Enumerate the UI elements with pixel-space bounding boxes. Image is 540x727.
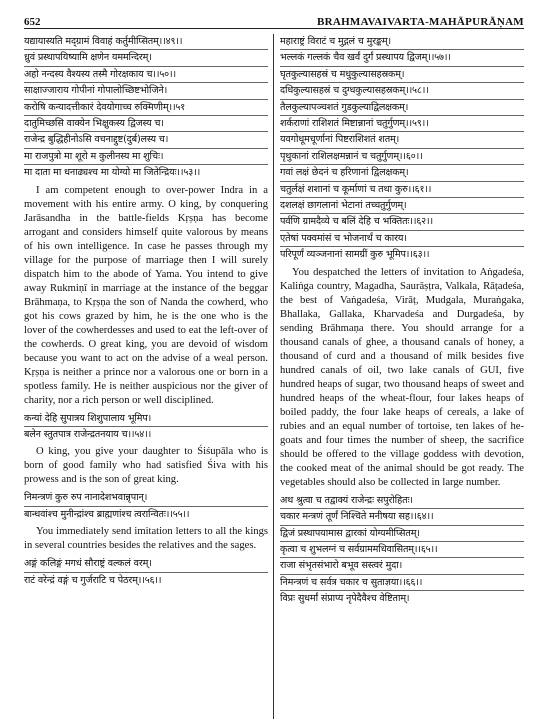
verse-line: मा दाता मा धनाढ्यश्च मा योग्यो मा जितेन्द्रियः।।५३।। — [24, 167, 201, 179]
verse-line: राजेन्द्र बुद्धिहीनोऽसि वचनाद्दुष्ट(दुर्ब)लस्य च। — [24, 132, 268, 148]
verse-line: द्विजं प्रस्थापयामास द्वारकां योग्यमीप्सितम्। — [280, 526, 524, 542]
left-column — [24, 34, 268, 721]
verse-line: कृत्वा च शुभलग्नं च सर्वग्राममधिवासितम्।।६५।। — [280, 542, 524, 558]
verse-line: बान्धवांश्च मुनीन्द्रांश्च ब्राह्मणांश्च त्वरान्वितः।।५५।। — [24, 508, 190, 520]
column-divider — [273, 34, 274, 719]
verse-line: तैलकुल्यापञ्चशतं गुडकुल्याद्विलक्षकम्। — [280, 100, 524, 116]
verse-line: निमन्त्रणं च सर्वत्र चकार च सुताज्ञया।।६६।। — [280, 575, 524, 591]
translation-paragraph: O king, you give your daughter to Śiśupāla who is born of good family who had satisfied Śiva with his prowess and is the son of great king. — [24, 446, 268, 486]
verse-line: अथ श्रुत्वा च तद्वाक्यं राजेन्द्रः सपुरोहितः। — [280, 493, 524, 509]
verse-line: परिपूर्णं व्यञ्जनानां सामग्रीं कुरु भूमिप।।६३।। — [280, 249, 430, 261]
verse-line: यवगोधूमचूर्णानां पिष्टराशिशतं शतम्। — [280, 132, 524, 148]
verse-line: भल्लकं गल्लकं चैव खर्वं दुर्गं प्रस्थापय द्विजम्।।५७।। — [280, 50, 524, 66]
verse-line: दशलक्षं छागलानां भेटानां तच्चतुर्गुणम्। — [280, 198, 524, 214]
verse-line: एतेषां पक्वमांसं च भोजनार्थं च कारय। — [280, 231, 524, 247]
translation-paragraph: You despatched the letters of invitation to Aṅgadeśa, Kaliṅga country, Magadha, Saurāṣṭra, Valkala, Rāṭadeśa, the best of Vaṅgadeśa, Virāṭ, Mudgala, Muraṅgaka, Bhallaka, Gallaka, Kharvadeśa and Durgadeśa, by sending Brāhmaṇa there. You should arrange for a thousand canals of ghee, a thousand canals of honey, a thousand of curd and a thousand of milk besides five hundred canals of oil, two lake canals of GUI, five hundred heaps of sugar, two thousand heaps of sweet and hundred heaps of the wheat-flour, four lakes heaps of boiled paddy, the four lake heaps of cereals, a lake of rubies and an equal number of tortoise, ten lakes of he-goats and four times the number of sheep, the sacrifice should be offered to the village goddess with devotion, the cooked meat of the animal should be got ready. The vegetables should also be collected in large number. — [280, 266, 524, 488]
verse-line: कन्यां देहि सुपात्रय शिशुपालाय भूमिप। — [24, 411, 268, 427]
verse-line: राजा संभृतसंभारो बभूव सस्त्वरं मुदा। — [280, 558, 524, 574]
page-number: 652 — [24, 16, 41, 28]
verse-line: ध्रुवं प्रस्थापयिष्यामि क्षणेन यममन्दिरम्। — [24, 50, 268, 66]
verse-line: गवां लक्षं छेदनं च हरिणानां द्विलक्षकम्। — [280, 165, 524, 181]
translation-paragraph: I am competent enough to over-power Indra in a movement with his entire army. O king, by conquering Jarāsandha in the battle-fields Kṛṣṇa has become arrogant and considers himself quite valorous by means of his own intelligence. In case he passes through my village for the purpose of marriage then I will surely dispatch him to the abode of Yama. You intend to give away Rukmiṇī in marriage at the instance of the beggar Brāhmaṇa, to Kṛṣṇa the son of Nanda the cowherd, who got his cows grazed by him, he is the one who is the lover of the cowherdesses and used to eat the left-over of the cowherds. O great king, you are devoid of wisdom because you want to act on the advise of a weal person. Kṛṣṇa is neither a prince nor a valorous one or born in a spotless family. He is neither auspicious nor the giver of charity, nor a rich person or well disciplined. — [24, 184, 268, 406]
verse-line: साक्षाज्जाराय गोपीनां गोपालोच्छिष्टभोजिने। — [24, 83, 268, 99]
verse-line: यद्यायास्यति मद्ग्रामं विवाहं कर्तुमीप्सितम्।।४९।। — [24, 34, 268, 50]
verse-line: बलेन स्तुतपात्र राजेन्द्रतनयाय च।।५४।। — [24, 429, 152, 441]
running-title: BRAHMAVAIVARTA-MAHĀPURĀṆAM — [316, 16, 524, 28]
verse-line: महाराष्ट्रं विराटं च मुद्गलं च मुरङ्कम्। — [280, 34, 524, 50]
verse-line: घृतकुल्यासहस्रं च मधुकुल्यासहस्रकम्। — [280, 67, 524, 83]
verse-line: पर्वणि ग्रामदैव्ये च बलिं देहि च भक्तितः।।६२।। — [280, 214, 524, 230]
verse-line: चतुर्लक्षं शशानां च कूर्माणां च तथा कुरु।।६१।। — [280, 182, 524, 198]
verse-line: चकार मन्त्रणं तूर्णं निश्चिते मनीषया सह।।६४।। — [280, 509, 524, 525]
verse-line: पृथुकानां राशिलक्षमन्नानं च चतुर्गुणम्।।६०।। — [280, 149, 524, 165]
verse-line: अहो नन्दस्य वैश्यस्य तस्मै गोरक्षकाय च।।५०।। — [24, 67, 268, 83]
page-header — [24, 6, 524, 29]
verse-line: मा राजपुत्रो मा शूरो म कुलीनस्य मा शुचिः। — [24, 149, 268, 165]
verse-line: विप्रः सुधर्मां संप्राप्य नृपेदैवैश्च वेष्टिताम्। — [280, 593, 410, 605]
verse-line: निमन्त्रणं कुरु रुप नानादेशभवान्नृपान्। — [24, 490, 268, 506]
verse-line: करोषि कन्यादत्तीकारं देवयोगाच्च रुक्मिणीम्।।५१ — [24, 100, 268, 116]
verse-line: अङ्गं कलिङ्गं मगधं सौराष्ट्रं वल्कलं वरम्। — [24, 556, 268, 572]
translation-paragraph: You immediately send imitation letters to all the kings in several countries besides the relatives and the sages. — [24, 526, 268, 552]
verse-line: दधिकुल्यासहस्रं च दुग्धकुल्यासहस्रकम्।।५८।। — [280, 83, 524, 99]
verse-line: दातुमिच्छसि वाक्येन भिक्षुकस्य द्विजस्य च। — [24, 116, 268, 132]
verse-line: राटं वरेन्द्रं वङ्गं च गुर्जराटि च पेठरम्।।५६।। — [24, 574, 162, 586]
verse-line: शर्कराणां राशिशतं मिष्टान्नानां चतुर्गुणम्।।५९।। — [280, 116, 524, 132]
right-column — [280, 34, 524, 721]
